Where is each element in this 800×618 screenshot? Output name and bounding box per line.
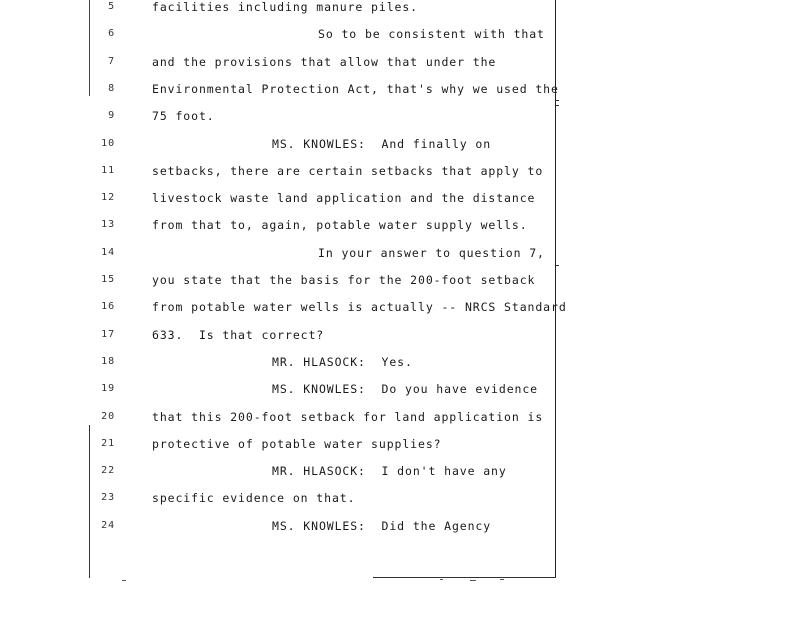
- transcript-line: [0, 246, 800, 273]
- line-text: 633. Is that correct?: [152, 327, 325, 342]
- line-number: 11: [101, 164, 115, 176]
- line-text: setbacks, there are certain setbacks that apply to: [152, 163, 544, 178]
- transcript-line: [0, 55, 800, 82]
- line-text: from that to, again, potable water supply wells.: [152, 218, 528, 233]
- scan-speck: [470, 580, 476, 581]
- line-number: 19: [101, 383, 115, 395]
- line-number: 7: [108, 55, 115, 67]
- scan-speck: [122, 580, 126, 581]
- line-number: 18: [101, 355, 115, 367]
- line-number: 16: [101, 301, 115, 313]
- line-number: 9: [108, 110, 115, 122]
- transcript-line: [0, 273, 800, 300]
- line-number: 17: [101, 328, 115, 340]
- line-text: that this 200-foot setback for land application is: [152, 409, 544, 424]
- line-text: MR. HLASOCK: Yes.: [272, 354, 413, 369]
- line-text: 75 foot.: [152, 109, 215, 124]
- transcript-line: [0, 437, 800, 464]
- transcript-line: [0, 137, 800, 164]
- transcript-line: [0, 519, 800, 546]
- line-text: from potable water wells is actually -- NRCS Standard: [152, 300, 567, 315]
- line-text: MR. HLASOCK: I don't have any: [272, 464, 507, 479]
- line-text: MS. KNOWLES: Do you have evidence: [272, 382, 539, 397]
- line-text: specific evidence on that.: [152, 491, 356, 506]
- line-text: Environmental Protection Act, that's why we used the: [152, 81, 559, 96]
- line-text: MS. KNOWLES: Did the Agency: [272, 518, 492, 533]
- line-text: MS. KNOWLES: And finally on: [272, 136, 492, 151]
- transcript-line: [0, 491, 800, 518]
- line-text: you state that the basis for the 200-foot setback: [152, 273, 536, 287]
- line-text: facilities including manure piles.: [152, 0, 419, 14]
- transcript-line: [0, 164, 800, 191]
- transcript-line: [0, 300, 800, 327]
- scan-speck: [500, 579, 504, 580]
- transcript-line: [0, 218, 800, 245]
- line-number: 24: [101, 519, 115, 531]
- line-number: 12: [101, 192, 115, 204]
- transcript-line: [0, 27, 800, 54]
- line-number: 8: [108, 82, 115, 94]
- transcript-line: [0, 191, 800, 218]
- line-text: In your answer to question 7,: [318, 245, 545, 260]
- transcript-line: [0, 328, 800, 355]
- line-text: and the provisions that allow that under the: [152, 54, 497, 69]
- transcript-line: [0, 410, 800, 437]
- line-text: livestock waste land application and the distance: [152, 191, 536, 206]
- transcript-line: [0, 382, 800, 409]
- line-text: So to be consistent with that: [318, 27, 545, 42]
- transcript-line: [0, 0, 800, 27]
- line-number: 13: [101, 219, 115, 231]
- line-number: 22: [101, 465, 115, 477]
- line-number: 23: [101, 492, 115, 504]
- line-number: 14: [101, 246, 115, 258]
- line-number: 6: [108, 28, 115, 40]
- transcript-line: [0, 82, 800, 109]
- transcript-line: [0, 464, 800, 491]
- line-number: 5: [108, 1, 115, 12]
- line-number: 15: [101, 274, 115, 285]
- line-number: 21: [101, 437, 115, 449]
- line-number: 10: [101, 137, 115, 149]
- transcript-line: [0, 355, 800, 382]
- scan-speck: [440, 579, 443, 580]
- line-text: protective of potable water supplies?: [152, 436, 442, 451]
- line-number: 20: [101, 410, 115, 422]
- bottom-rule: [373, 577, 556, 578]
- transcript-line: [0, 109, 800, 136]
